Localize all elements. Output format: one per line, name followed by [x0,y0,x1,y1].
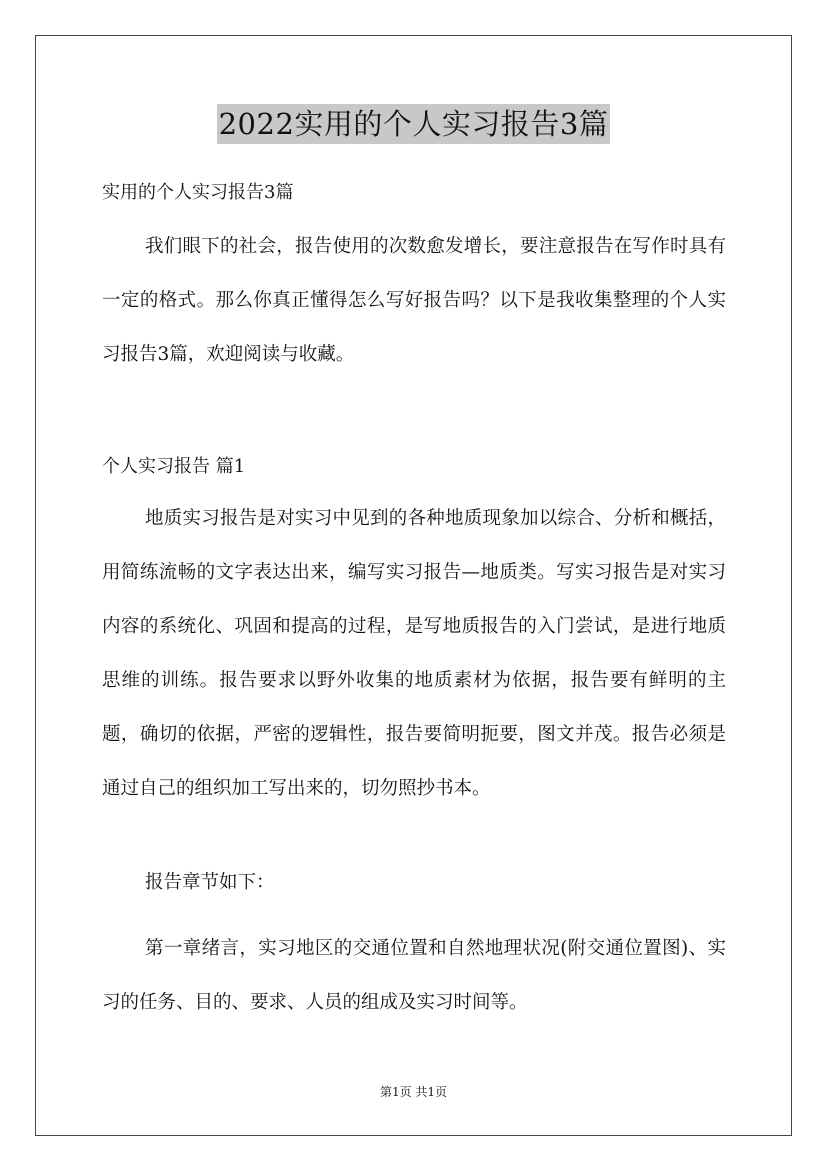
document-subtitle: 实用的个人实习报告3篇 [102,182,294,203]
intro-paragraph: 我们眼下的社会，报告使用的次数愈发增长，要注意报告在写作时具有一定的格式。那么你真正懂得怎么写好报告吗？以下是我收集整理的个人实习报告3篇，欢迎阅读与收藏。 [102,236,726,365]
body-paragraph: 地质实习报告是对实习中见到的各种地质现象加以综合、分析和概括，用简练流畅的文字表达出来，编写实习报告—地质类。写实习报告是对实习内容的系统化、巩固和提高的过程，是写地质报告的入门尝试，是进行地质思维的训练。报告要求以野外收集的地质素材为依据，报告要有鲜明的主题，确切的依据，严密的逻辑性，报告要简明扼要，图文并茂。报告必须是通过自己的组织加工写出来的，切勿照抄书本。 [102,508,726,799]
section-heading: 个人实习报告 篇1 [102,456,246,477]
chapter-1-paragraph: 第一章绪言，实习地区的交通位置和自然地理状况(附交通位置图)、实习的任务、目的、要求、人员的组成及实习时间等。 [102,938,726,1013]
title-container [0,104,827,144]
document-title: 2022实用的个人实习报告3篇 [217,104,611,144]
sections-intro: 报告章节如下： [145,872,275,893]
page-footer: 第1页 共1页 [379,1085,448,1099]
